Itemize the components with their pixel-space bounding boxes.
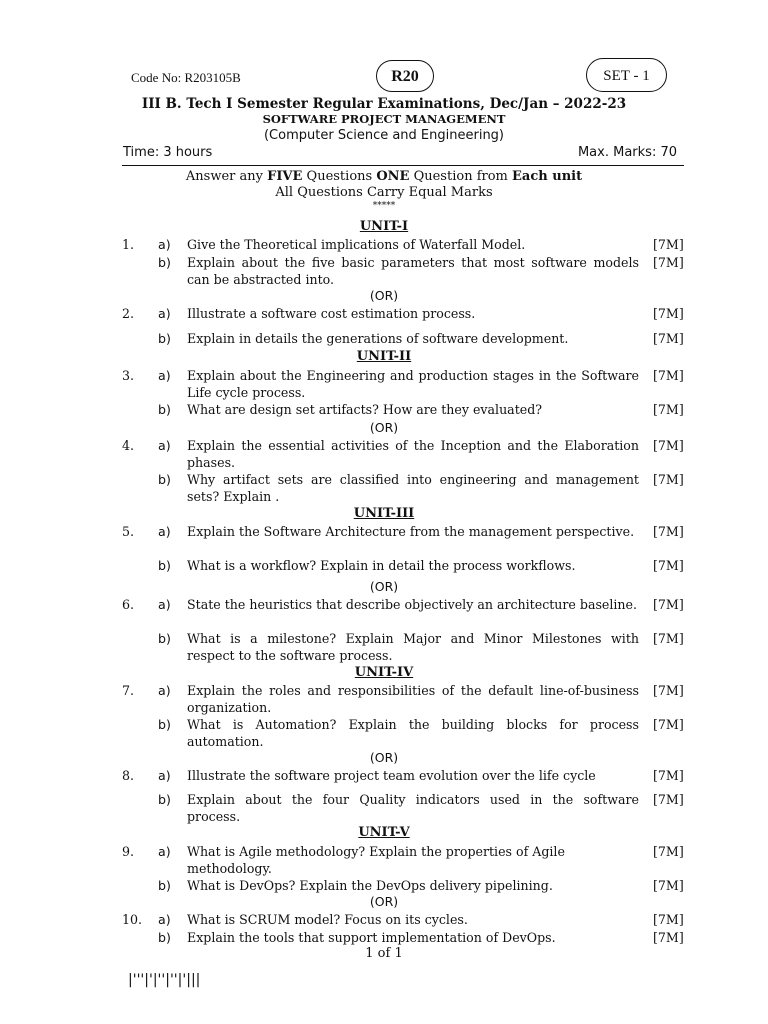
question-text: Explain about the Engineering and production stages in the Software Life cycle process. xyxy=(187,368,639,400)
question-number: 9. xyxy=(122,844,135,859)
question-text: Explain in details the generations of software development. xyxy=(187,331,569,346)
marks-label: [7M] xyxy=(653,631,684,646)
marks-label: [7M] xyxy=(653,912,684,927)
sub-label: a) xyxy=(158,683,171,698)
question-number: 8. xyxy=(122,768,135,783)
code-number: Code No: R203105B xyxy=(131,70,241,85)
question-number: 7. xyxy=(122,683,135,698)
unit-heading: UNIT-I xyxy=(359,219,409,234)
marks-label: [7M] xyxy=(653,438,684,453)
marks-label: [7M] xyxy=(653,768,684,783)
question-number: 4. xyxy=(122,438,135,453)
or-separator: (OR) xyxy=(369,420,399,435)
question-text: Explain about the five basic parameters that most software models can be abstracted into. xyxy=(187,255,639,287)
unit-heading: UNIT-II xyxy=(356,349,412,364)
question-number: 6. xyxy=(122,597,135,612)
sub-label: a) xyxy=(158,768,171,783)
question-text: What is SCRUM model? Focus on its cycles. xyxy=(187,912,468,927)
or-separator: (OR) xyxy=(369,288,399,303)
time-allowed: Time: 3 hours xyxy=(123,145,213,160)
marks-label: [7M] xyxy=(653,792,684,807)
sub-label: b) xyxy=(158,331,171,346)
marks-label: [7M] xyxy=(653,683,684,698)
separator-stars: ***** xyxy=(372,201,396,211)
barcode: |'''|'|''|''|'||| xyxy=(128,972,201,988)
page-number: 1 of 1 xyxy=(365,946,403,961)
instruction-line-1: Answer any FIVE Questions ONE Question from Each unit xyxy=(185,169,583,184)
or-separator: (OR) xyxy=(369,579,399,594)
sub-label: a) xyxy=(158,524,171,539)
question-text: Explain the Software Architecture from the management perspective. xyxy=(187,524,635,539)
marks-label: [7M] xyxy=(653,306,684,321)
sub-label: a) xyxy=(158,438,171,453)
question-text: What is DevOps? Explain the DevOps delivery pipelining. xyxy=(187,878,553,893)
subject-title: SOFTWARE PROJECT MANAGEMENT xyxy=(262,112,506,126)
department: (Computer Science and Engineering) xyxy=(263,128,505,143)
marks-label: [7M] xyxy=(653,558,684,573)
question-text: Illustrate a software cost estimation process. xyxy=(187,306,476,321)
question-text: What is a workflow? Explain in detail the process workflows. xyxy=(187,558,576,573)
question-text: Explain about the four Quality indicators used in the software process. xyxy=(187,792,639,824)
sub-label: b) xyxy=(158,472,171,487)
marks-label: [7M] xyxy=(653,930,684,945)
or-separator: (OR) xyxy=(369,750,399,765)
marks-label: [7M] xyxy=(653,472,684,487)
sub-label: a) xyxy=(158,237,171,252)
question-text: Why artifact sets are classified into engineering and management sets? Explain . xyxy=(187,472,639,504)
marks-label: [7M] xyxy=(653,844,684,859)
question-text: Explain the tools that support implementation of DevOps. xyxy=(187,930,556,945)
question-text: Illustrate the software project team evolution over the life cycle xyxy=(187,768,596,783)
unit-heading: UNIT-III xyxy=(353,506,415,521)
marks-label: [7M] xyxy=(653,878,684,893)
sub-label: b) xyxy=(158,558,171,573)
set-badge: SET - 1 xyxy=(586,58,667,92)
question-text: Explain the roles and responsibilities of the default line-of-business organization. xyxy=(187,683,639,715)
sub-label: b) xyxy=(158,631,171,646)
marks-label: [7M] xyxy=(653,331,684,346)
question-text: State the heuristics that describe objectively an architecture baseline. xyxy=(187,597,637,612)
question-text: What is Automation? Explain the building blocks for process automation. xyxy=(187,717,639,749)
marks-label: [7M] xyxy=(653,368,684,383)
marks-label: [7M] xyxy=(653,524,684,539)
regulation-badge: R20 xyxy=(376,60,434,92)
question-text: What is a milestone? Explain Major and Minor Milestones with respect to the software process. xyxy=(187,631,639,663)
header-divider xyxy=(122,165,684,166)
question-text: What is Agile methodology? Explain the properties of Agile methodology. xyxy=(187,844,565,876)
instruction-line-2: All Questions Carry Equal Marks xyxy=(275,185,493,200)
question-text: Give the Theoretical implications of Waterfall Model. xyxy=(187,237,526,252)
question-number: 3. xyxy=(122,368,135,383)
sub-label: b) xyxy=(158,878,171,893)
sub-label: a) xyxy=(158,306,171,321)
sub-label: b) xyxy=(158,717,171,732)
marks-label: [7M] xyxy=(653,402,684,417)
sub-label: b) xyxy=(158,255,171,270)
max-marks: Max. Marks: 70 xyxy=(577,145,677,160)
question-number: 5. xyxy=(122,524,135,539)
unit-heading: UNIT-V xyxy=(358,825,410,840)
question-number: 2. xyxy=(122,306,135,321)
sub-label: b) xyxy=(158,792,171,807)
question-text: Explain the essential activities of the Inception and the Elaboration phases. xyxy=(187,438,639,470)
sub-label: b) xyxy=(158,402,171,417)
or-separator: (OR) xyxy=(369,894,399,909)
question-number: 10. xyxy=(122,912,143,927)
sub-label: a) xyxy=(158,597,171,612)
marks-label: [7M] xyxy=(653,255,684,270)
marks-label: [7M] xyxy=(653,237,684,252)
question-number: 1. xyxy=(122,237,135,252)
sub-label: a) xyxy=(158,368,171,383)
question-text: What are design set artifacts? How are they evaluated? xyxy=(187,402,543,417)
sub-label: a) xyxy=(158,844,171,859)
exam-title: III B. Tech I Semester Regular Examinations, Dec/Jan – 2022-23 xyxy=(141,96,627,112)
marks-label: [7M] xyxy=(653,717,684,732)
sub-label: b) xyxy=(158,930,171,945)
sub-label: a) xyxy=(158,912,171,927)
marks-label: [7M] xyxy=(653,597,684,612)
unit-heading: UNIT-IV xyxy=(354,665,414,680)
